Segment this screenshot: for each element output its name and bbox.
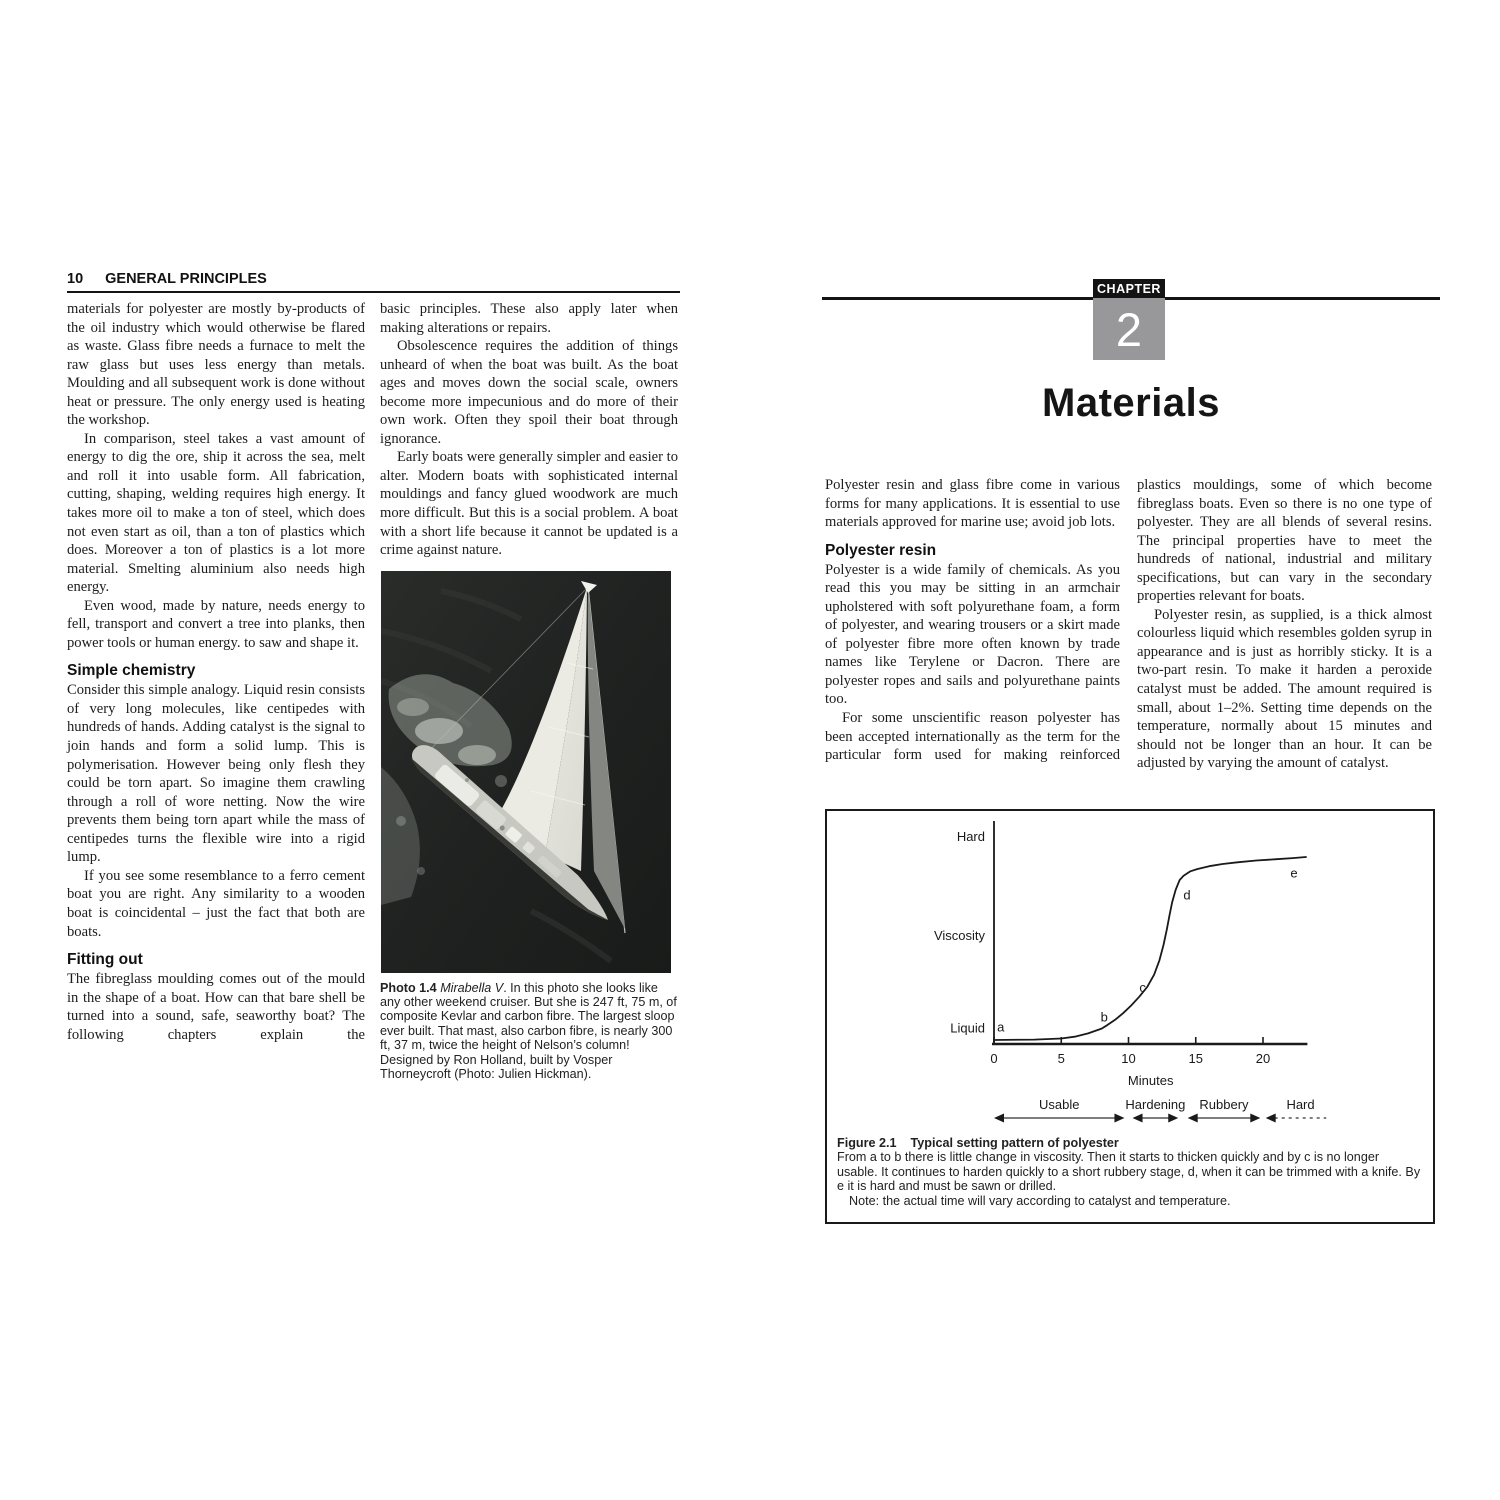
paragraph: If you see some resemblance to a ferro cement boat you are right. Any similarity to a wooden boat is coincidental – just the fact that both are boats. xyxy=(67,867,365,940)
chart-phase-hardening-arrow-right xyxy=(1168,1114,1178,1123)
chapter-number-box xyxy=(1093,298,1165,360)
paragraph: Early boats were generally simpler and easier to alter. Modern boats with sophisticated internal mouldings and fancy glued woodwork are much more difficult. But this is a social problem. A boat with a short life because it cannot be updated is a crime against nature. xyxy=(380,449,678,559)
chart-point-label-a: a xyxy=(997,1019,1005,1035)
chapter-title: Materials xyxy=(1042,381,1220,425)
chapter-label-text: CHAPTER xyxy=(1097,281,1161,296)
chart-phase-usable-arrow-right xyxy=(1114,1114,1124,1123)
left-column-2 xyxy=(380,300,678,1094)
paragraph: basic principles. These also apply later when making alterations or repairs. xyxy=(380,301,678,336)
mirabella-photo xyxy=(381,571,671,973)
chapter-label-box xyxy=(1093,279,1165,298)
left-running-head xyxy=(67,271,267,287)
chart-point-label-b: b xyxy=(1100,1009,1108,1025)
chart-phase-hard-label: Hard xyxy=(1286,1097,1315,1112)
paragraph: Consider this simple analogy. Liquid resin consists of very long molecules, like centipedes with hundreds of hands. Adding catalyst is the signal to join hands and form a solid lump. This is polymerisation. However being only flesh they could be torn apart. So imagine them crawling through a roll of wore netting. Now the wire prevents them being torn apart while the mass of centipedes turns the flexible wire into a rigid lump. xyxy=(67,682,365,866)
chart-tick-label: 10 xyxy=(1121,1051,1136,1066)
paragraph: The fibreglass moulding comes out of the mould in the shape of a boat. How can that bare shell be turned into a sound, safe, seaworthy boat? The following chapters explain the xyxy=(67,971,365,1043)
left-header-rule xyxy=(67,291,680,293)
left-column-1 xyxy=(67,300,365,1044)
chart-xlabel: Minutes xyxy=(1127,1073,1174,1088)
photo-caption-boat-name: Mirabella V xyxy=(440,980,504,995)
sailboat-illustration xyxy=(381,571,671,973)
chart-tick-label: 20 xyxy=(1255,1051,1271,1066)
right-column-2 xyxy=(1137,476,1432,773)
paragraph: plastics mouldings, some of which become fibreglass boats. Even so there is no one type of polyester. They are all blends of several resins. The principal properties have to meet the hundreds of national, industrial and military specifications, but can vary in the secondary properties relevant for boats. xyxy=(1137,477,1432,605)
chart-phase-hardening-label: Hardening xyxy=(1125,1097,1186,1112)
chart-phase-rubbery-arrow-right xyxy=(1250,1114,1260,1123)
chart-point-label-e: e xyxy=(1290,865,1298,881)
paragraph: materials for polyester are mostly by-products of the oil industry which would otherwise be flared as waste. Glass fibre needs a furnace to melt the raw glass but uses less energy than metals. Moulding and all subsequent work is done without heat or pressure. The only energy used is heating the workshop. xyxy=(67,301,365,429)
chart-tick-label: 5 xyxy=(1057,1051,1065,1066)
paragraph: Polyester is a wide family of chemicals. As you read this you may be sitting in an armchair upholstered with soft polyurethane foam, a form of polyester, and wearing trousers or a skirt made of polyester fibre more often known by trade names like Terylene or Dacron. There are polyester ropes and sails and polyurethane paints too. xyxy=(825,561,1120,708)
chart-tick-label: 0 xyxy=(990,1051,998,1066)
section-heading-fitting-out: Fitting out xyxy=(67,951,143,969)
paragraph: For some unscientific reason polyester has been accepted internationally as the term for the particular form used for making reinforced xyxy=(825,710,1120,764)
figure-caption xyxy=(837,1136,1421,1208)
chart-point-label-d: d xyxy=(1183,887,1191,903)
running-head-title: GENERAL PRINCIPLES xyxy=(105,271,267,287)
page-number: 10 xyxy=(67,271,84,287)
paragraph: In comparison, steel takes a vast amount of energy to dig the ore, ship it across the sea, melt and roll it into usable form. All fabrication, cutting, shaping, welding requires high energy. It takes more oil to make a ton of steel, which does not even start as oil, than a ton of plastics which does. Moreover a ton of plastics is a lot more material. Smelting aluminium also needs high energy. xyxy=(67,430,365,596)
chart-phase-rubbery-label: Rubbery xyxy=(1199,1097,1249,1112)
paragraph: Even wood, made by nature, needs energy to fell, transport and convert a tree into planks, then power tools or human energy. to saw and shape it. xyxy=(67,597,365,651)
chart-y-label-viscosity: Viscosity xyxy=(933,928,985,944)
paragraph: Polyester resin and glass fibre come in various forms for many applications. It is essential to use materials approved for marine use; avoid job lots. xyxy=(825,477,1120,531)
chart-y-label-liquid: Liquid xyxy=(950,1020,985,1036)
chart-tick-label: 15 xyxy=(1188,1051,1203,1066)
chart-curve xyxy=(994,857,1306,1040)
section-heading-polyester-resin: Polyester resin xyxy=(825,541,937,559)
setting-pattern-chart xyxy=(827,811,1433,1131)
chart-point-label-c: c xyxy=(1139,979,1146,995)
chapter-number-text: 2 xyxy=(1115,302,1143,356)
chart-phase-rubbery-arrow-left xyxy=(1188,1114,1198,1123)
paragraph: Polyester resin, as supplied, is a thick almost colourless liquid which resembles golden syrup in appearance and is just as horribly sticky. It is a two-part resin. To make it harden a peroxide catalyst must be added. The amount required is small, about 1–2%. Setting time depends on the temperature, normally about 15 minutes and should not be longer than an hour. It can be adjusted by varying the amount of catalyst. xyxy=(1137,606,1432,772)
photo-caption-text: . In this photo she looks like any other weekend cruiser. But she is 247 ft, 75 m, of composite Kevlar and carbon fibre. The largest sloop ever built. That mast, also carbon fibre, is nearly 300 ft, 37 m, twice the height of Nelson’s column! Designed by Ron Holland, built by Vosper Thorneycroft (Photo: Julien Hickman). xyxy=(380,980,677,1082)
figure-2-1-box xyxy=(825,809,1435,1224)
paragraph: Obsolescence requires the addition of things unheard of when the boat was built. As the boat ages and moves down the social scale, owners become more impecunious and do more of their own work. Often they spoil their boat through ignorance. xyxy=(380,338,678,447)
figure-caption-body: From a to b there is little change in viscosity. Then it starts to thicken quickly and by c is no longer usable. It continues to harden quickly to a short rubbery stage, d, when it can be trimmed with a knife. By e it is hard and must be sawn or drilled. xyxy=(837,1150,1421,1194)
chart-phase-usable-arrow-left xyxy=(994,1114,1004,1123)
chart-phase-usable-label: Usable xyxy=(1038,1097,1080,1112)
figure-caption-label: Figure 2.1 xyxy=(837,1136,897,1150)
figure-caption-note: Note: the actual time will vary according to catalyst and temperature. xyxy=(849,1193,1231,1208)
photo-caption-label: Photo 1.4 xyxy=(380,980,437,995)
section-heading-simple-chemistry: Simple chemistry xyxy=(67,662,196,680)
chart-y-label-hard: Hard xyxy=(956,829,985,845)
chart-phase-hard-arrow-left xyxy=(1266,1114,1276,1123)
photo-caption xyxy=(380,981,678,1082)
right-column-1 xyxy=(825,476,1120,765)
figure-caption-title: Typical setting pattern of polyester xyxy=(910,1136,1119,1150)
chart-phase-hardening-arrow-left xyxy=(1133,1114,1143,1123)
